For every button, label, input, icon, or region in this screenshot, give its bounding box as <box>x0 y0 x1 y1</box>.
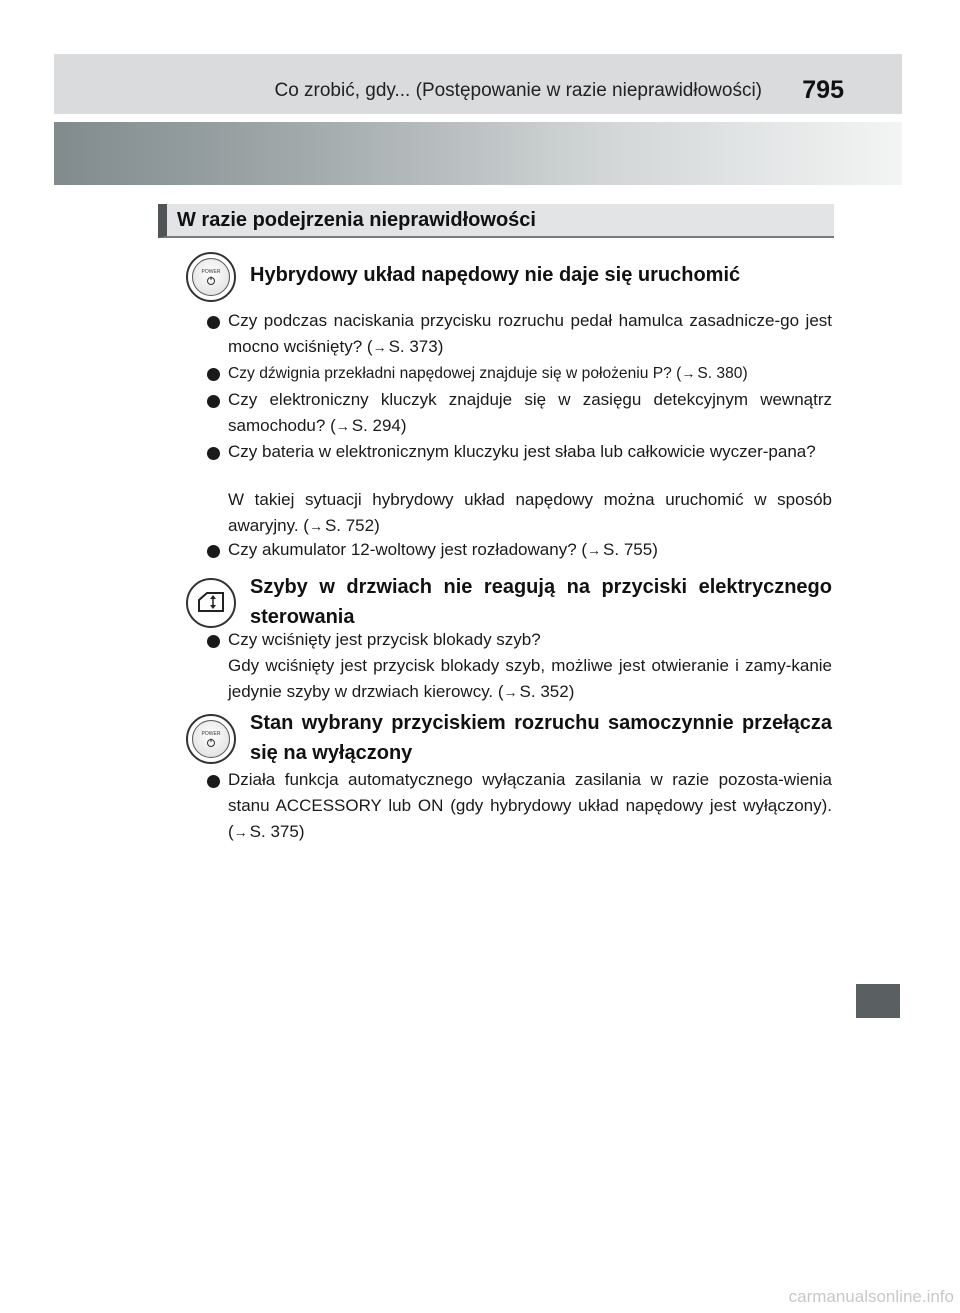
list-item: Czy elektroniczny kluczyk znajduje się w zasięgu detekcyjnym wewnątrz samochodu? (→ S. 294) <box>228 387 832 439</box>
list-item: Czy dźwignia przekładni napędowej znajduje się w położeniu P? (→ S. 380) <box>228 360 832 387</box>
bullet-dot <box>207 368 220 381</box>
list-item: Czy akumulator 12-woltowy jest rozładowany? (→ S. 755) <box>228 537 832 563</box>
power-button-icon <box>186 252 236 302</box>
list-item-note: W takiej sytuacji hybrydowy układ napędowy można uruchomić w sposób awaryjny. (→ S. 752) <box>228 487 832 539</box>
bullet-dot <box>207 545 220 558</box>
bullet-dot <box>207 316 220 329</box>
group-heading-1: Hybrydowy układ napędowy nie daje się uruchomić <box>250 264 741 286</box>
bullet-dot <box>207 635 220 648</box>
group-heading-3: Stan wybrany przyciskiem rozruchu samoczynnie przełącza się na wyłączony <box>250 712 832 764</box>
power-button-icon <box>186 714 236 764</box>
list-item: Czy bateria w elektronicznym kluczyku jest słaba lub całkowicie wyczer-pana? <box>228 442 816 461</box>
list-item: Działa funkcja automatycznego wyłączania zasilania w razie pozosta-wienia stanu ACCESSORY lub ON (gdy hybrydowy układ napędowy jest wyłączony). (→ S. 375) <box>228 767 832 845</box>
list-item-note: Gdy wciśnięty jest przycisk blokady szyb, możliwe jest otwieranie i zamy-kanie jedynie szyby w drzwiach kierowcy. (→ S. 352) <box>228 653 832 705</box>
power-icon-label: POWER <box>201 269 221 275</box>
list-item: Czy wciśnięty jest przycisk blokady szyb? <box>228 630 541 649</box>
power-icon-label: POWER <box>201 731 221 737</box>
page-number: 795 <box>802 76 844 104</box>
group-heading-2: Szyby w drzwiach nie reagują na przyciski elektrycznego sterowania <box>250 576 832 628</box>
list-item: Czy podczas naciskania przycisku rozruchu pedał hamulca zasadnicze-go jest mocno wciśnięty? (→ S. 373) <box>228 308 832 360</box>
chapter-band <box>54 122 902 185</box>
page-header <box>54 54 902 114</box>
section-header <box>158 204 834 238</box>
bullet-dot <box>207 447 220 460</box>
section-title: W razie podejrzenia nieprawidłowości <box>177 209 536 231</box>
bullet-dot <box>207 395 220 408</box>
bullet-dot <box>207 775 220 788</box>
chapter-tab <box>856 984 900 1018</box>
window-lock-icon <box>186 578 236 628</box>
header-title: Co zrobić, gdy... (Postępowanie w razie nieprawidłowości) <box>274 80 762 101</box>
watermark: carmanualsonline.info <box>788 1287 954 1306</box>
